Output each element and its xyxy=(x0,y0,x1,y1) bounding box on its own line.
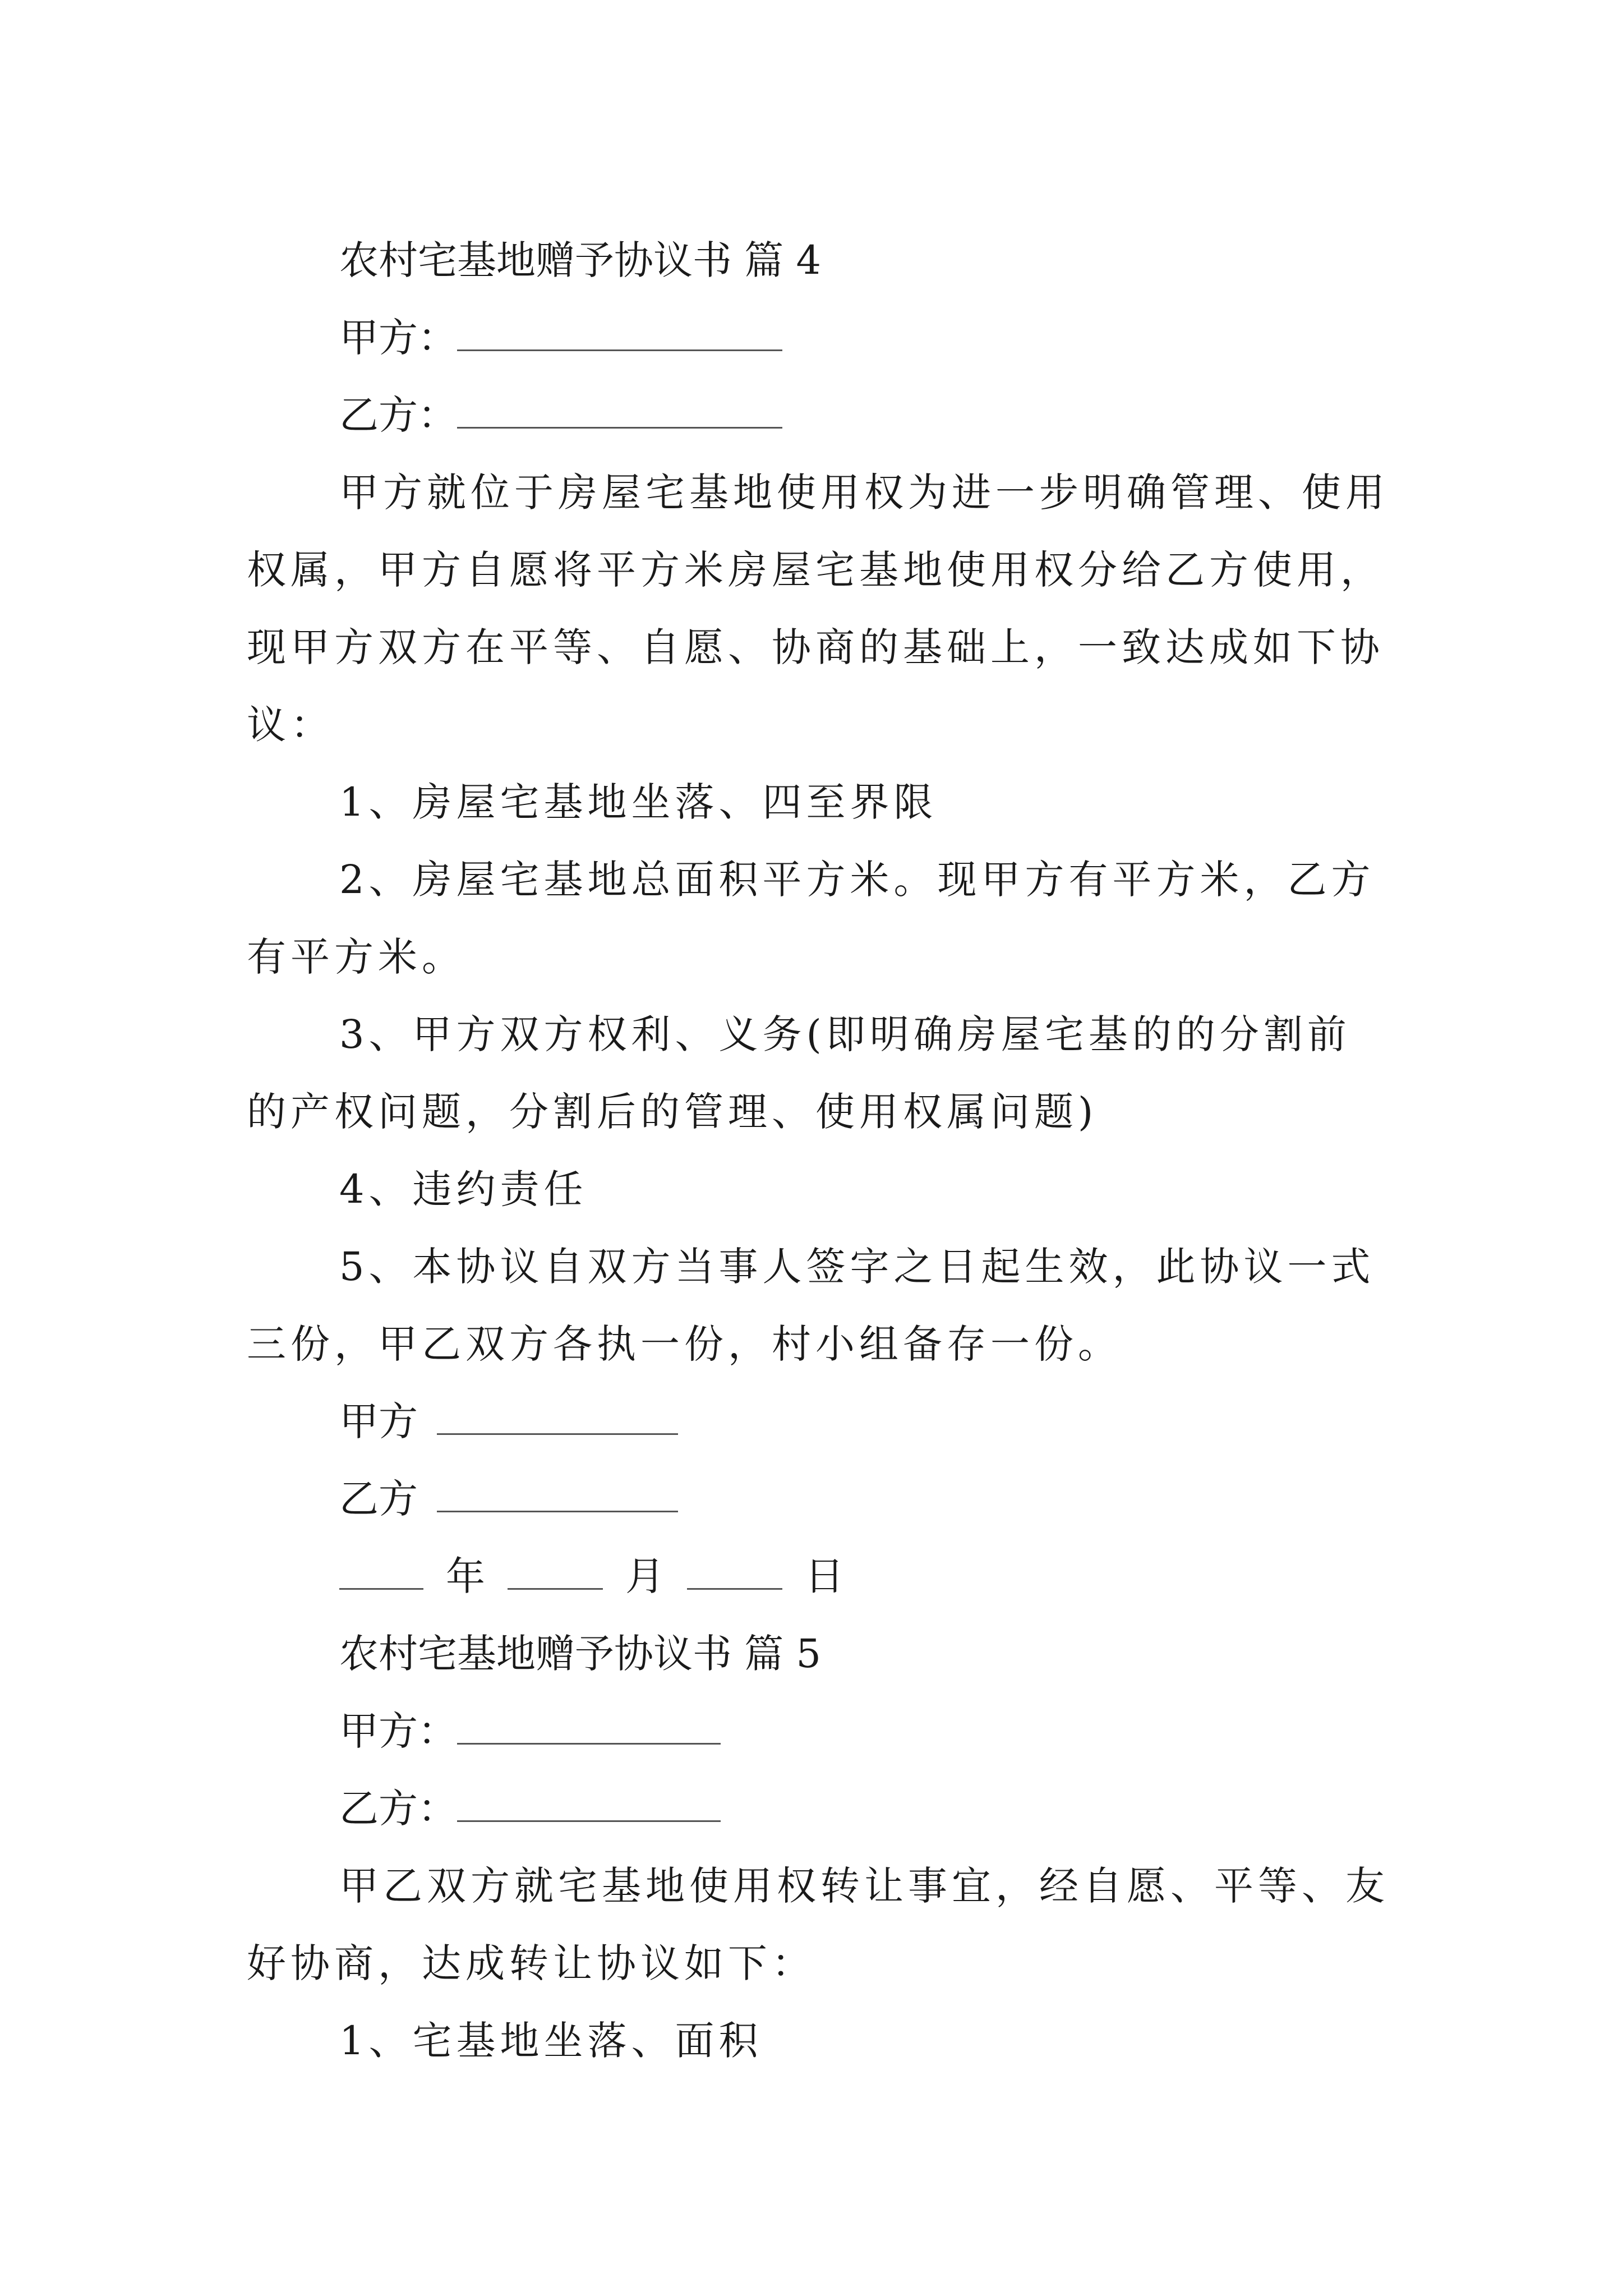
clause-1: 1、房屋宅基地坐落、四至界限 xyxy=(339,779,938,825)
section-5-clause-1: 1、宅基地坐落、面积 xyxy=(339,2018,763,2064)
section-4-title: 农村宅基地赠予协议书 篇 4 xyxy=(339,237,822,283)
document-page xyxy=(247,222,1391,2079)
signature-a-line xyxy=(247,1383,1391,1460)
party-a-line xyxy=(247,299,1391,376)
month-blank[interactable] xyxy=(508,1554,603,1590)
party-a-label: 甲方： xyxy=(339,315,457,361)
signature-b-label: 乙方 xyxy=(339,1476,418,1522)
party-b-line xyxy=(247,376,1391,454)
party-b-label: 乙方： xyxy=(339,392,457,438)
section-5-title: 农村宅基地赠予协议书 篇 5 xyxy=(339,1631,822,1677)
clause-5: 5、本协议自双方当事人签字之日起生效，此协议一式三份，甲乙双方各执一份，村小组备存一份。 xyxy=(247,1244,1375,1367)
section-5-party-a-line xyxy=(247,1692,1391,1770)
clause-4: 4、违约责任 xyxy=(339,1166,588,1212)
year-label: 年 xyxy=(446,1553,485,1599)
section-5-party-b-label: 乙方： xyxy=(339,1786,457,1832)
section-5-intro: 甲乙双方就宅基地使用权转让事宜，经自愿、平等、友好协商，达成转让协议如下： xyxy=(247,1863,1389,1986)
day-blank[interactable] xyxy=(687,1554,782,1590)
clause-2: 2、房屋宅基地总面积平方米。现甲方有平方米，乙方有平方米。 xyxy=(247,857,1375,980)
signature-b-line xyxy=(247,1460,1391,1538)
clause-3: 3、甲方双方权利、义务(即明确房屋宅基的的分割前的产权问题，分割后的管理、使用权属问题) xyxy=(247,1011,1351,1135)
section-5-party-b-line xyxy=(247,1770,1391,1847)
section-5-party-a-blank[interactable] xyxy=(457,1709,721,1745)
party-a-blank[interactable] xyxy=(457,316,782,351)
day-label: 日 xyxy=(805,1553,844,1599)
section-4-intro: 甲方就位于房屋宅基地使用权为进一步明确管理、使用权属，甲方自愿将平方米房屋宅基地使用权分给乙方使用，现甲方双方在平等、自愿、协商的基础上，一致达成如下协议： xyxy=(247,470,1389,748)
section-5-party-a-label: 甲方： xyxy=(339,1708,457,1754)
signature-b-blank[interactable] xyxy=(437,1477,678,1512)
date-line xyxy=(247,1538,1391,1615)
party-b-blank[interactable] xyxy=(457,393,782,429)
year-blank[interactable] xyxy=(339,1554,423,1590)
section-5-party-b-blank[interactable] xyxy=(457,1787,721,1822)
signature-a-blank[interactable] xyxy=(437,1400,678,1435)
month-label: 月 xyxy=(625,1553,665,1599)
signature-a-label: 甲方 xyxy=(339,1398,418,1444)
